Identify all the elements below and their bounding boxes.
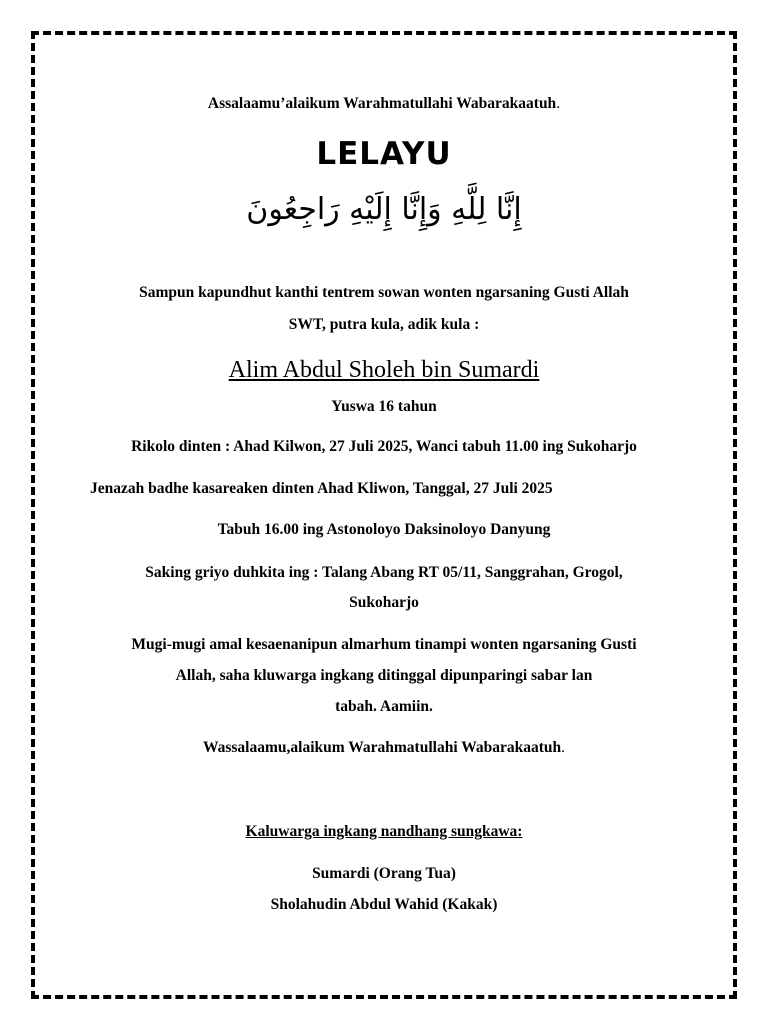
- closing-line: Wassalaamu,alaikum Warahmatullahi Wabarakaatuh.: [202, 739, 566, 756]
- family-member-1: Sumardi (Orang Tua): [312, 865, 456, 882]
- prayer-line-2: Allah, saha kluwarga ingkang ditinggal dipunparingi sabar lan: [175, 667, 593, 684]
- family-member-2: Sholahudin Abdul Wahid (Kakak): [270, 896, 498, 913]
- announcement-line-2: SWT, putra kula, adik kula :: [288, 316, 480, 333]
- greeting-text: Assalaamu’alaikum Warahmatullahi Wabarakaatuh: [207, 95, 557, 112]
- departure-line-2: Sukoharjo: [349, 594, 419, 611]
- greeting-line: Assalaamu’alaikum Warahmatullahi Wabarakaatuh.: [207, 95, 561, 112]
- age-line: Yuswa 16 tahun: [331, 398, 437, 415]
- arabic-verse: إِنَّا لِلَّهِ وَإِنَّا إِلَيْهِ رَاجِعُونَ: [246, 192, 522, 227]
- burial-line-1: Jenazah badhe kasareaken dinten Ahad Kliwon, Tanggal, 27 Juli 2025: [90, 480, 553, 497]
- page-title: LELAYU: [316, 136, 452, 172]
- deceased-name: Alim Abdul Sholeh bin Sumardi: [228, 357, 540, 383]
- closing-text: Wassalaamu,alaikum Warahmatullahi Wabarakaatuh: [202, 739, 562, 756]
- family-heading: [0, 822, 768, 842]
- time-of-death-line: Rikolo dinten : Ahad Kilwon, 27 Juli 2025, Wanci tabuh 11.00 ing Sukoharjo: [131, 438, 637, 455]
- prayer-line-3: tabah. Aamiin.: [335, 698, 433, 715]
- burial-line-2: Tabuh 16.00 ing Astonoloyo Daksinoloyo Danyung: [217, 521, 551, 538]
- announcement-line-1: Sampun kapundhut kanthi tentrem sowan wonten ngarsaning Gusti Allah: [139, 284, 629, 301]
- family-heading-text: Kaluwarga ingkang nandhang sungkawa:: [245, 823, 523, 840]
- dashed-border-frame: [31, 31, 737, 999]
- departure-line-1: Saking griyo duhkita ing : Talang Abang RT 05/11, Sanggrahan, Grogol,: [145, 564, 623, 581]
- prayer-line-1: Mugi-mugi amal kesaenanipun almarhum tinampi wonten ngarsaning Gusti: [131, 636, 637, 653]
